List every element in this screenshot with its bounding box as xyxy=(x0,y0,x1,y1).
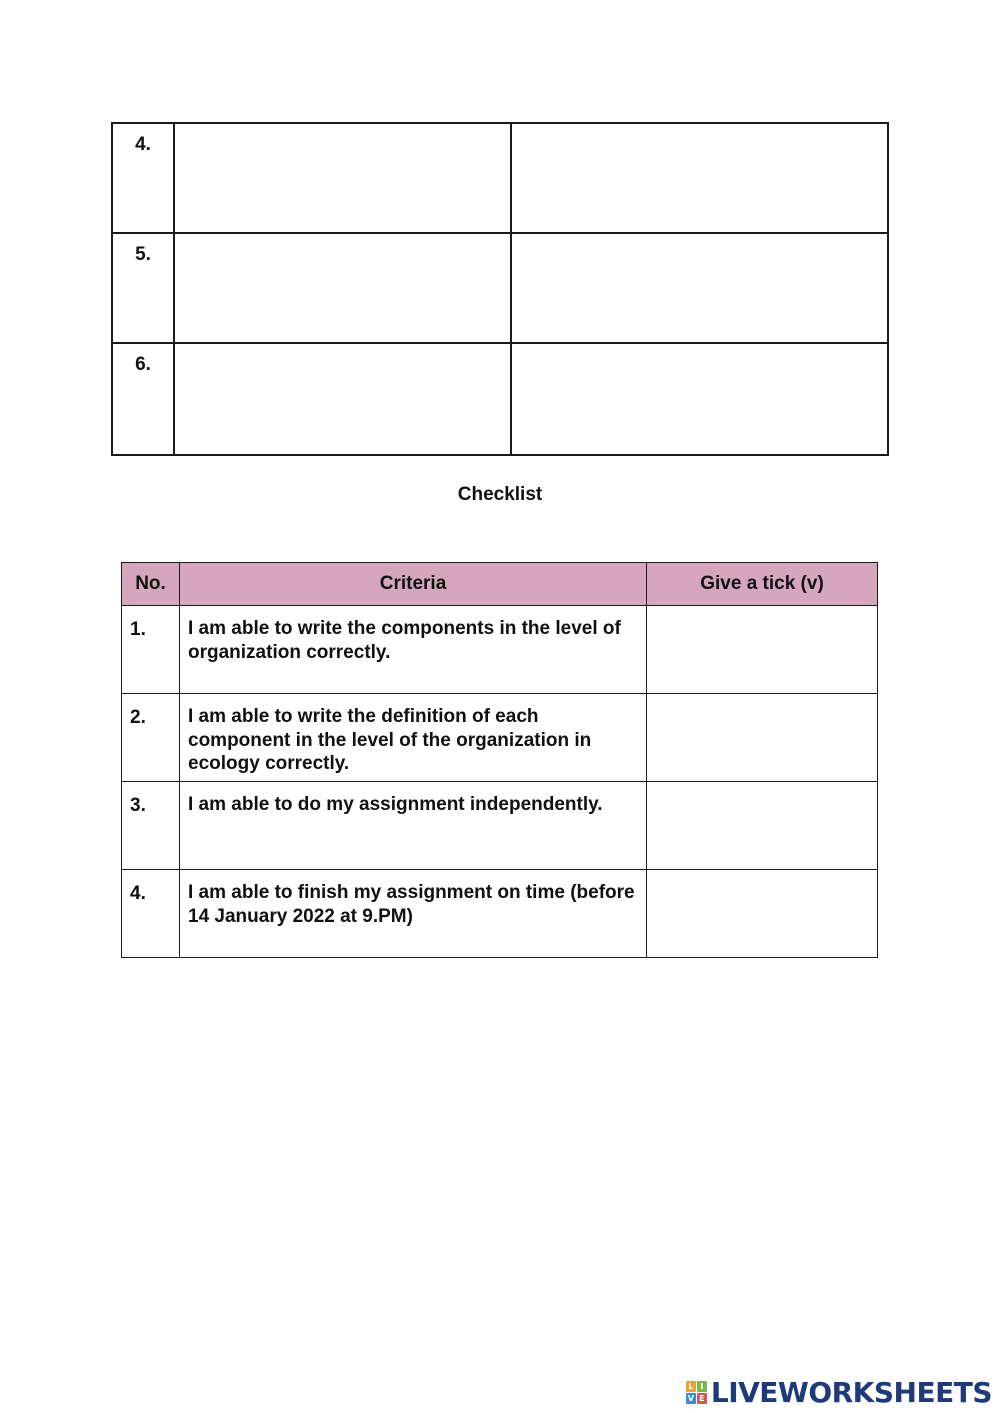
table-row xyxy=(112,123,888,233)
logo-letter: E xyxy=(697,1393,707,1404)
watermark-text: LIVEWORKSHEETS xyxy=(710,1376,992,1409)
criteria-text: I am able to finish my assignment on time (before 14 January 2022 at 9.PM) xyxy=(180,870,647,958)
row-number: 6. xyxy=(112,343,174,455)
header-criteria: Criteria xyxy=(180,563,647,606)
row-number: 4. xyxy=(112,123,174,233)
header-no: No. xyxy=(122,563,180,606)
criteria-number: 2. xyxy=(122,694,180,782)
answer-cell[interactable] xyxy=(174,343,511,455)
criteria-text: I am able to write the components in the level of organization correctly. xyxy=(180,606,647,694)
answer-cell[interactable] xyxy=(511,123,888,233)
table-row xyxy=(112,233,888,343)
tick-cell[interactable] xyxy=(647,782,878,870)
logo-letter: I xyxy=(697,1381,707,1392)
criteria-number: 4. xyxy=(122,870,180,958)
tick-cell[interactable] xyxy=(647,606,878,694)
table-row xyxy=(122,606,878,694)
table-row xyxy=(122,870,878,958)
checklist-title: Checklist xyxy=(457,484,543,505)
criteria-number: 3. xyxy=(122,782,180,870)
answer-table xyxy=(111,122,889,456)
criteria-number: 1. xyxy=(122,606,180,694)
header-tick: Give a tick (v) xyxy=(647,563,878,606)
tick-cell[interactable] xyxy=(647,694,878,782)
table-row xyxy=(122,694,878,782)
answer-cell[interactable] xyxy=(511,343,888,455)
criteria-text: I am able to do my assignment independently. xyxy=(180,782,647,870)
logo-letter: V xyxy=(687,1394,694,1403)
tick-cell[interactable] xyxy=(647,870,878,958)
table-row xyxy=(122,782,878,870)
table-row xyxy=(112,343,888,455)
checklist-table xyxy=(121,562,878,958)
liveworksheets-logo-icon xyxy=(686,1381,707,1404)
answer-cell[interactable] xyxy=(511,233,888,343)
answer-cell[interactable] xyxy=(174,123,511,233)
answer-cell[interactable] xyxy=(174,233,511,343)
logo-letter: L xyxy=(686,1381,696,1392)
checklist-header-row xyxy=(122,563,878,606)
criteria-text: I am able to write the definition of each component in the level of the organization in ecology correctly. xyxy=(180,694,647,782)
row-number: 5. xyxy=(112,233,174,343)
liveworksheets-watermark xyxy=(686,1376,992,1409)
